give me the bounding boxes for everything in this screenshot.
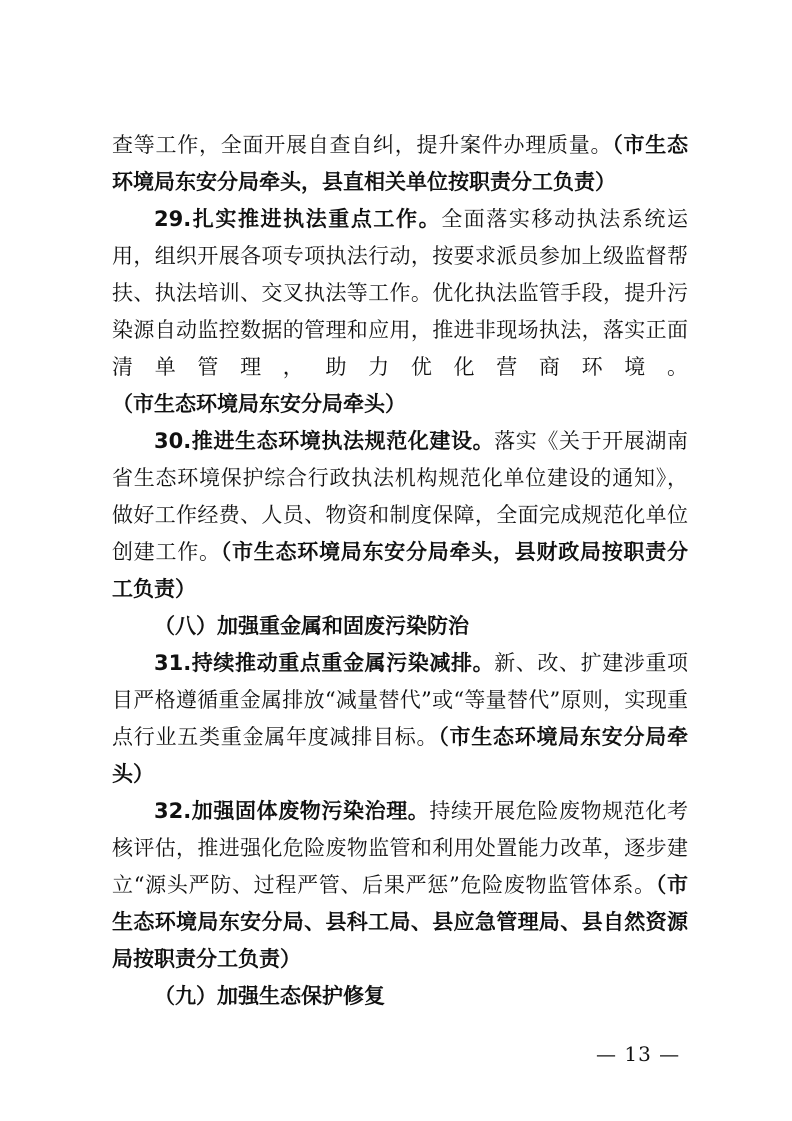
paragraph-text: 持续开展危险废物规范化考核评估，推进强化危险废物监管和利用处置能力改革，逐步建立“源头严防、过程严管、后果严惩”危险废物监管体系。 bbox=[112, 799, 689, 897]
paragraph-item-29 bbox=[112, 201, 688, 423]
paragraph-item-30 bbox=[112, 423, 688, 608]
paragraph-text: 落实《关于开展湖南省生态环境保护综合行政执法机构规范化单位建设的通知》，做好工作经费、人员、物资和制度保障，全面完成规范化单位创建工作。 bbox=[112, 429, 689, 564]
paragraph-continuation bbox=[112, 127, 688, 201]
section-heading-8: （八）加强重金属和固废污染防治 bbox=[154, 614, 469, 638]
document-body bbox=[112, 127, 688, 1015]
section-heading-9: （九）加强生态保护修复 bbox=[154, 984, 385, 1008]
paragraph-text: 新、改、扩建涉重项目严格遵循重金属排放“减量替代”或“等量替代”原则，实现重点行业五类重金属年度减排目标。 bbox=[112, 651, 689, 749]
responsibility-note: （市生态环境局东安分局牵头） bbox=[112, 392, 406, 416]
paragraph-text: 查等工作，全面开展自查自纠，提升案件办理质量。 bbox=[112, 133, 613, 157]
item-title: 31.持续推动重点重金属污染减排。 bbox=[154, 651, 495, 675]
responsibility-note: （市生态环境局东安分局牵头，县直相关单位按职责分工负责） bbox=[112, 133, 688, 194]
responsibility-note: （市生态环境局东安分局牵头） bbox=[112, 725, 688, 786]
responsibility-note: （市生态环境局东安分局、县科工局、县应急管理局、县自然资源局按职责分工负责） bbox=[112, 873, 688, 971]
item-title: 29.扎实推进执法重点工作。 bbox=[154, 207, 442, 231]
item-title: 32.加强固体废物污染治理。 bbox=[154, 799, 430, 823]
page-number: — 13 — bbox=[596, 1042, 681, 1066]
responsibility-note: （市生态环境局东安分局牵头，县财政局按职责分工负责） bbox=[112, 540, 688, 601]
paragraph-text: 全面落实移动执法系统运用，组织开展各项专项执法行动，按要求派员参加上级监督帮扶、执法培训、交叉执法等工作。优化执法监管手段，提升污染源自动监控数据的管理和应用，推进非现场执法，落实正面清单管理，助力优化营商环境。 bbox=[112, 207, 689, 379]
paragraph-item-31 bbox=[112, 645, 688, 793]
paragraph-item-32 bbox=[112, 793, 688, 978]
item-title: 30.推进生态环境执法规范化建设。 bbox=[154, 429, 495, 453]
